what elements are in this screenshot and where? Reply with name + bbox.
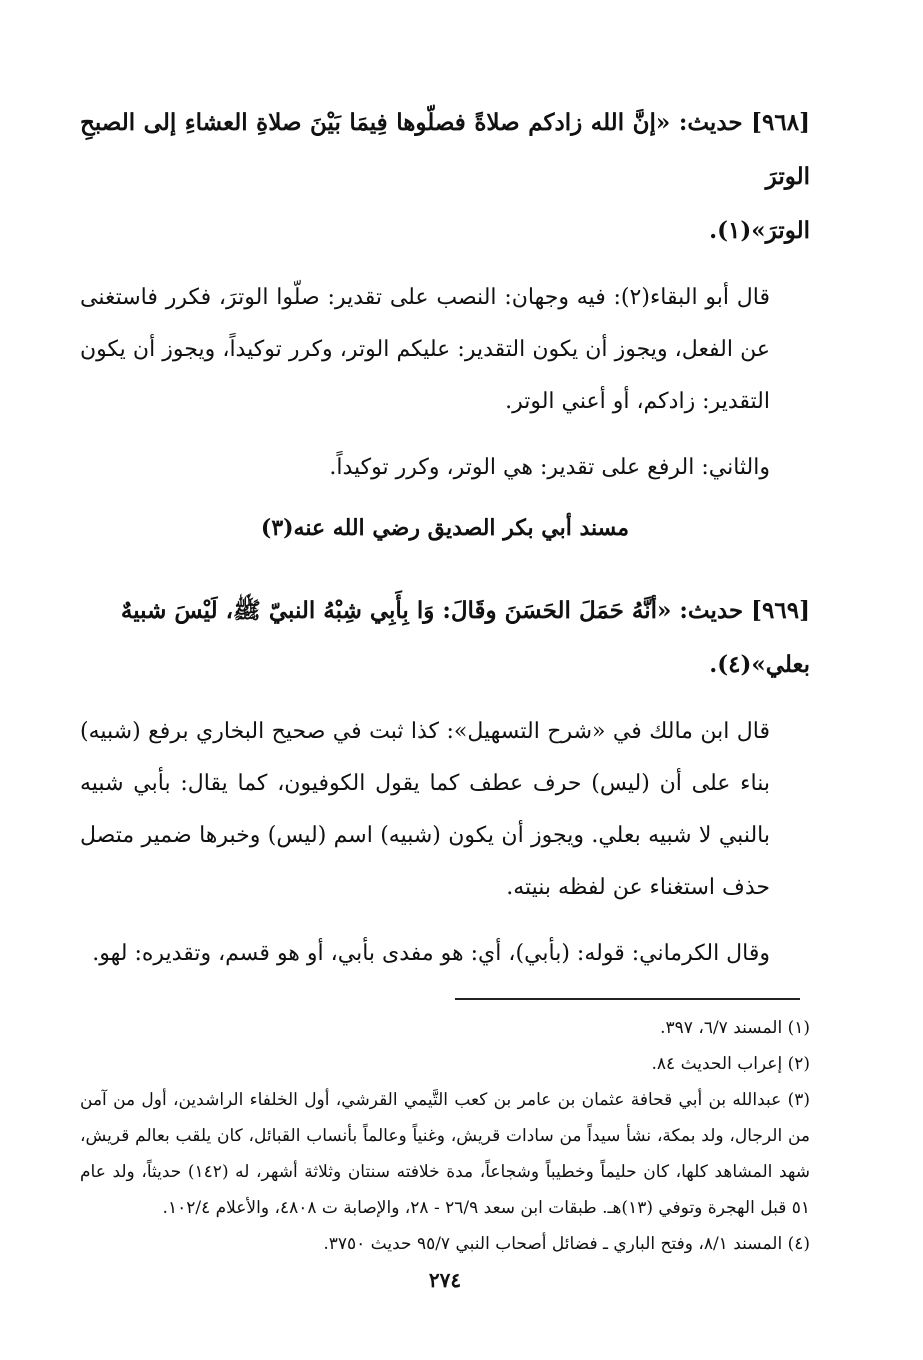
page-body xyxy=(80,96,810,1292)
commentary-968-paragraph-1: قال أبو البقاء(٢): فيه وجهان: النصب على تقدير: صلّوا الوترَ، فكرر فاستغنى عن الفعل، ويجوز أن يكون التقدير: عليكم الوتر، وكرر توكيداً، ويجوز أن يكون التقدير: زادكم، أو أعني الوتر. xyxy=(80,285,770,414)
commentary-968-paragraph-2: والثاني: الرفع على تقدير: هي الوتر، وكرر توكيداً. xyxy=(329,455,770,480)
footnote-2: (٢) إعراب الحديث ٨٤. xyxy=(651,1054,810,1074)
footnote-4: (٤) المسند ٨/١، وفتح الباري ـ فضائل أصحاب النبي ٩٥/٧ حديث ٣٧٥٠. xyxy=(323,1234,810,1254)
hadith-968-line-2: الوترَ»(١). xyxy=(709,217,810,244)
footnote-divider xyxy=(455,998,800,1000)
commentary-969-paragraph-1: قال ابن مالك في «شرح التسهيل»: كذا ثبت في صحيح البخاري برفع (شبيه) بناء على أن (ليس) حرف عطف كما يقول الكوفيون، كما يقال: بأبي شبيه بالنبي لا شبيه بعلي. ويجوز أن يكون (شبيه) اسم (ليس) وخبرها ضمير متصل حذف استغناء عن لفظه بنيته. xyxy=(80,719,770,900)
commentary-969-paragraph-2: وقال الكرماني: قوله: (بأبي)، أي: هو مفدى بأبي، أو هو قسم، وتقديره: لهو. xyxy=(92,941,770,966)
hadith-969-line-1: [٩٦٩] حديث: «أنَّهُ حَمَلَ الحَسَنَ وقَالَ: وَا بِأَبِي شِبْهُ النبيّ ﷺ، لَيْسَ شبيهٌ xyxy=(120,597,810,624)
hadith-969-line-2: بعلي»(٤). xyxy=(709,651,810,678)
section-heading: مسند أبي بكر الصديق رضي الله عنه(٣) xyxy=(260,515,630,541)
footnotes xyxy=(80,1010,810,1262)
hadith-969 xyxy=(80,584,810,692)
footnote-3: (٣) عبدالله بن أبي قحافة عثمان بن عامر بن كعب التَّيمي القرشي، أول الخلفاء الراشدين، أول من آمن من الرجال، ولد بمكة، نشأ سيداً من سادات قريش، وغنياً وعالماً بأنساب القبائل، كان يلقب بعالم قريش، شهد المشاهد كلها، كان حليماً وخطيباً وشجاعاً، مدة خلافته سنتان وثلاثة أشهر، له (١٤٢) حديثاً، ولد عام ٥١ قبل الهجرة وتوفي (١٣)هـ. طبقات ابن سعد ٢٦/٩ - ٢٨، والإصابة ت ٤٨٠٨، والأعلام ١٠٢/٤. xyxy=(80,1090,810,1218)
hadith-968-line-1: [٩٦٨] حديث: «إنَّ الله زادكم صلاةً فصلّوها فِيمَا بَيْنَ صلاةِ العشاءِ إلى الصبحِ الوترَ xyxy=(80,109,810,190)
hadith-968 xyxy=(80,96,810,258)
footnote-1: (١) المسند ٦/٧، ٣٩٧. xyxy=(660,1018,810,1038)
page-number: ٢٧٤ xyxy=(428,1268,462,1292)
